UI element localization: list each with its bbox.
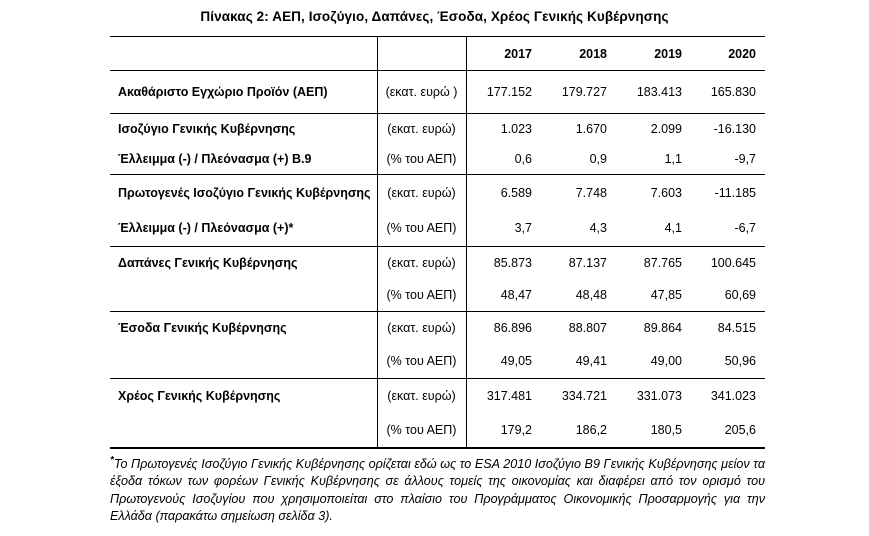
value-2018: 88.807 <box>568 321 607 336</box>
value-2020: 205,6 <box>724 423 756 437</box>
row-unit: (% του ΑΕΠ) <box>377 345 466 379</box>
row-unit: (εκατ. ευρώ) <box>377 312 466 345</box>
table-row <box>110 145 765 175</box>
row-label: Έλλειμμα (-) / Πλεόνασμα (+) Β.9 <box>110 145 377 175</box>
value-2020: 50,96 <box>724 354 756 369</box>
year-header-2017: 2017 <box>504 46 532 61</box>
group-debt <box>110 379 765 448</box>
value-2020: -6,7 <box>734 221 756 236</box>
value-2017: 6.589 <box>500 185 532 200</box>
table-row <box>110 379 765 414</box>
table-row <box>110 345 765 379</box>
row-label <box>110 414 377 448</box>
row-label: Έσοδα Γενικής Κυβέρνησης <box>110 312 377 345</box>
row-label: Πρωτογενές Ισοζύγιο Γενικής Κυβέρνησης <box>110 175 377 211</box>
row-unit: (% του ΑΕΠ) <box>377 279 466 312</box>
value-2017: 3,7 <box>514 221 532 236</box>
value-2020: 60,69 <box>724 287 756 302</box>
value-2019: 7.603 <box>650 185 682 200</box>
value-2018: 179.727 <box>561 85 607 99</box>
value-2017: 317.481 <box>486 389 532 404</box>
row-unit: (εκατ. ευρώ) <box>377 379 466 414</box>
table-row <box>110 211 765 247</box>
value-2019: 89.864 <box>643 321 682 336</box>
row-unit: (εκατ. ευρώ) <box>377 114 466 145</box>
value-2018: 186,2 <box>575 423 607 437</box>
row-label: Έλλειμμα (-) / Πλεόνασμα (+)* <box>110 211 377 247</box>
row-unit: (εκατ. ευρώ) <box>377 175 466 211</box>
table-row <box>110 175 765 211</box>
table-row <box>110 247 765 279</box>
value-2018: 0,9 <box>589 152 607 167</box>
value-2020: 165.830 <box>710 85 756 99</box>
value-2018: 49,41 <box>575 354 607 369</box>
government-finance-table <box>110 36 765 449</box>
row-unit: (εκατ. ευρώ) <box>377 247 466 279</box>
value-2019: 87.765 <box>643 255 682 270</box>
group-primary-balance <box>110 175 765 247</box>
header-unit-spacer <box>377 37 466 71</box>
row-label <box>110 279 377 312</box>
row-unit: (εκατ. ευρώ ) <box>377 71 466 114</box>
value-2018: 1.670 <box>575 122 607 137</box>
value-2019: 47,85 <box>650 287 682 302</box>
footnote-marker: * <box>110 454 114 466</box>
value-2018: 334.721 <box>561 389 607 404</box>
value-2020: -16.130 <box>713 122 756 137</box>
value-2020: 84.515 <box>717 321 756 336</box>
value-2017: 177.152 <box>486 85 532 99</box>
year-header-2020: 2020 <box>728 46 756 61</box>
row-label: Δαπάνες Γενικής Κυβέρνησης <box>110 247 377 279</box>
group-balance <box>110 114 765 175</box>
page-title: Πίνακας 2: ΑΕΠ, Ισοζύγιο, Δαπάνες, Έσοδα, Χρέος Γενικής Κυβέρνησης <box>200 9 669 24</box>
group-revenue <box>110 312 765 379</box>
group-gdp <box>110 71 765 114</box>
header-label-spacer <box>110 37 377 71</box>
value-2018: 48,48 <box>575 287 607 302</box>
row-label: Χρέος Γενικής Κυβέρνησης <box>110 379 377 414</box>
value-2020: -11.185 <box>714 185 756 200</box>
value-2019: 2.099 <box>650 122 682 137</box>
value-2018: 7.748 <box>575 185 607 200</box>
row-unit: (% του ΑΕΠ) <box>377 211 466 247</box>
row-label: Ισοζύγιο Γενικής Κυβέρνησης <box>110 114 377 145</box>
table-row <box>110 312 765 345</box>
value-2019: 1,1 <box>664 152 682 167</box>
value-2017: 85.873 <box>493 255 532 270</box>
value-2019: 183.413 <box>636 85 682 99</box>
value-2019: 49,00 <box>650 354 682 369</box>
table-row <box>110 114 765 145</box>
footnote <box>110 456 765 526</box>
value-2017: 49,05 <box>500 354 532 369</box>
table-header <box>110 37 765 71</box>
value-2017: 48,47 <box>500 287 532 302</box>
value-2019: 180,5 <box>650 423 682 437</box>
row-label: Ακαθάριστο Εγχώριο Προϊόν (ΑΕΠ) <box>110 71 377 114</box>
year-header-2019: 2019 <box>654 46 682 61</box>
value-2020: -9,7 <box>734 152 756 167</box>
row-unit: (% του ΑΕΠ) <box>377 145 466 175</box>
value-2017: 1.023 <box>500 122 532 137</box>
table-row <box>110 414 765 448</box>
footnote-text: Το Πρωτογενές Ισοζύγιο Γενικής Κυβέρνησης ορίζεται εδώ ως το ESA 2010 Ισοζύγιο Β9 Γενικής Κυβέρνησης μείον τα έξοδα τόκων των φορέων Γενικής Κυβέρνησης σε άλλους τομείς της οικονομίας και διαφέρει από τον ορισμό του Πρωτογενούς Ισοζυγίου που χρησιμοποιείται στο πλαίσιο του Προγράμματος Οικονομικής Προσαρμογής για την Ελλάδα (παρακάτω σημείωση σελίδα 3). <box>110 456 765 523</box>
year-header-2018: 2018 <box>579 46 607 61</box>
value-2018: 87.137 <box>568 255 607 270</box>
table-row <box>110 71 765 114</box>
row-unit: (% του ΑΕΠ) <box>377 414 466 448</box>
value-2017: 179,2 <box>500 423 532 437</box>
value-2017: 0,6 <box>514 152 532 167</box>
value-2019: 331.073 <box>636 389 682 404</box>
value-2020: 341.023 <box>710 389 756 404</box>
group-expenditure <box>110 247 765 312</box>
row-label <box>110 345 377 379</box>
value-2017: 86.896 <box>493 321 532 336</box>
value-2020: 100.645 <box>710 255 756 270</box>
value-2019: 4,1 <box>664 221 682 236</box>
table-header-row <box>110 37 765 71</box>
value-2018: 4,3 <box>589 221 607 236</box>
table-row <box>110 279 765 312</box>
